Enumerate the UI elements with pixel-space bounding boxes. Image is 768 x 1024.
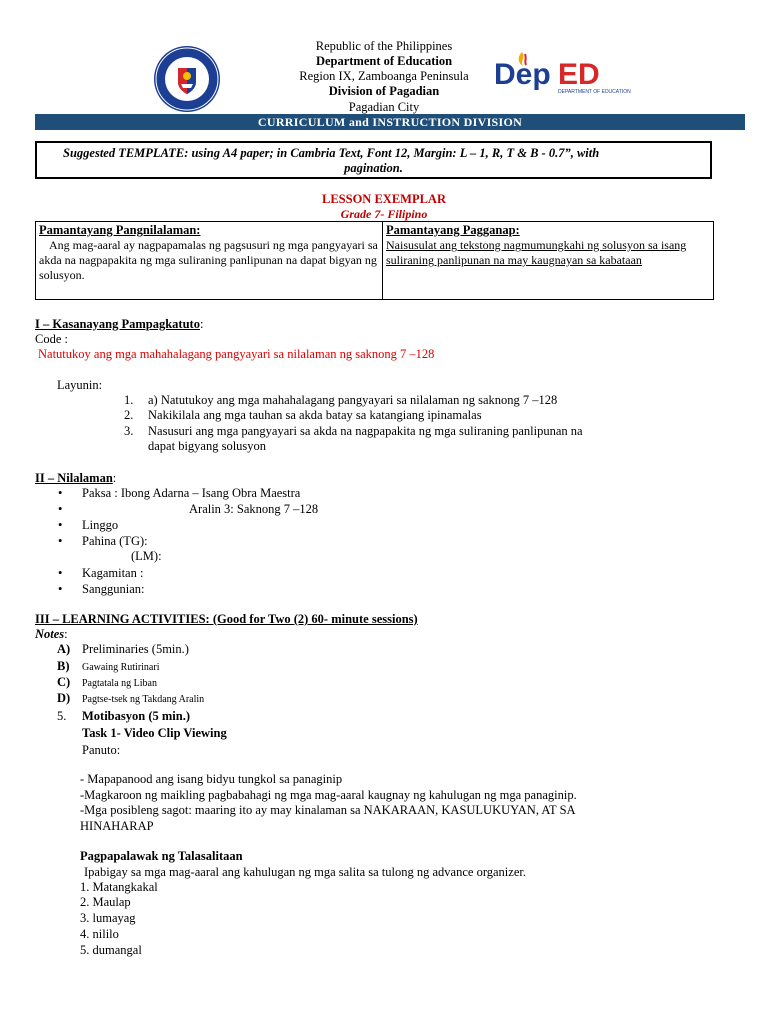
layunin-label: Layunin: bbox=[57, 378, 103, 392]
objective-num-3: 3. bbox=[124, 424, 134, 438]
activity-text-b: Gawaing Rutirinari bbox=[82, 662, 160, 673]
activity-letter-d: D) bbox=[57, 691, 71, 705]
performance-standard-cell bbox=[383, 222, 714, 300]
competency-text: Natutukoy ang mga mahahalagang pangyayari sa nilalaman ng saknong 7 –128 bbox=[38, 347, 435, 361]
deped-wordmark-ed: ED bbox=[558, 58, 600, 91]
lesson-grade: Grade 7- Filipino bbox=[340, 207, 428, 221]
notes-label: Notes bbox=[35, 627, 65, 641]
section2-heading-line bbox=[35, 471, 116, 486]
panuto-label: Panuto: bbox=[82, 743, 121, 757]
template-note-line2: pagination. bbox=[344, 161, 403, 175]
panuto-line-4: HINAHARAP bbox=[80, 819, 154, 833]
vocab-item-3: 3. lumayag bbox=[80, 911, 136, 925]
activity-letter-a: A) bbox=[57, 642, 71, 656]
code-label: Code : bbox=[35, 332, 68, 346]
content-standard-text: Ang mag-aaral ay nagpapamalas ng pagsusuri ng mga pangyayari sa akda na nagpapakita ng mga suliraning panlipunan na dapat bigyan ng solusyon. bbox=[39, 238, 378, 282]
activity-letter-c: C) bbox=[57, 675, 71, 689]
bullet-kagamitan: • Kagamitan : bbox=[82, 566, 143, 581]
activity-text-a: Preliminaries (5min.) bbox=[82, 642, 189, 656]
header-city: Pagadian City bbox=[348, 100, 420, 114]
deped-subtitle: DEPARTMENT OF EDUCATION bbox=[558, 89, 631, 95]
vocab-item-5: 5. dumangal bbox=[80, 943, 142, 957]
objective-num-2: 2. bbox=[124, 408, 134, 422]
deped-wordmark-dep: Dep bbox=[494, 58, 551, 91]
header-region: Region IX, Zamboanga Peninsula bbox=[299, 69, 469, 83]
header-republic: Republic of the Philippines bbox=[315, 39, 453, 53]
section2-heading: II – Nilalaman bbox=[35, 471, 113, 485]
template-note-line1: Suggested TEMPLATE: using A4 paper; in Cambria Text, Font 12, Margin: L – 1, R, T & B - 0.7”, with bbox=[63, 146, 600, 160]
performance-standard-heading: Pamantayang Pagganap: bbox=[386, 223, 520, 237]
panuto-line-3: -Mga posibleng sagot: maaring ito ay may kinalaman sa NAKARAAN, KASULUKUYAN, AT SA bbox=[80, 803, 576, 817]
motibasyon-num: 5. bbox=[57, 709, 67, 723]
notes-colon: : bbox=[64, 627, 68, 641]
deped-logo bbox=[492, 50, 631, 96]
section1-heading: I – Kasanayang Pampagkatuto bbox=[35, 317, 200, 331]
bullet-pahina-tg: • Pahina (TG): bbox=[82, 534, 148, 549]
vocab-instruction: Ipabigay sa mga mag-aaral ang kahulugan ng mga salita sa tulong ng advance organizer. bbox=[84, 865, 526, 879]
vocab-heading: Pagpapalawak ng Talasalitaan bbox=[80, 849, 243, 863]
lesson-title: LESSON EXEMPLAR bbox=[322, 192, 446, 206]
deped-seal-logo bbox=[152, 44, 222, 114]
vocab-item-4: 4. nililo bbox=[80, 927, 119, 941]
objective-text-3: Nasusuri ang mga pangyayari sa akda na nagpapakita ng mga suliraning panlipunan na bbox=[148, 424, 583, 438]
vocab-item-2: 2. Maulap bbox=[80, 895, 131, 909]
pahina-lm: (LM): bbox=[131, 549, 162, 563]
activity-text-d: Pagtse-tsek ng Takdang Aralin bbox=[82, 694, 205, 705]
task1: Task 1- Video Clip Viewing bbox=[82, 726, 227, 740]
vocab-item-1: 1. Matangkakal bbox=[80, 880, 158, 894]
activity-letter-b: B) bbox=[57, 659, 70, 673]
objective-text-3-cont: dapat bigyang solusyon bbox=[148, 439, 267, 453]
objective-text-1: a) Natutukoy ang mga mahahalagang pangyayari sa nilalaman ng saknong 7 –128 bbox=[148, 393, 558, 407]
objective-text-2: Nakikilala ang mga tauhan sa akda batay sa katangiang ipinamalas bbox=[148, 408, 482, 422]
performance-standard-text: Naisusulat ang tekstong nagmumungkahi ng solusyon sa isang suliraning panlipunan na may kaugnayan sa kabataan bbox=[386, 238, 687, 267]
content-standard-cell bbox=[36, 222, 383, 300]
panuto-line-1: - Mapapanood ang isang bidyu tungkol sa panaginip bbox=[80, 772, 343, 786]
standards-table bbox=[35, 221, 714, 300]
section2-colon: : bbox=[112, 471, 117, 485]
division-bar: CURRICULUM and INSTRUCTION DIVISION bbox=[35, 114, 745, 130]
bullet-sanggunian: • Sanggunian: bbox=[82, 582, 145, 597]
notes-line bbox=[35, 627, 68, 642]
content-standard-heading: Pamantayang Pangnilalaman: bbox=[39, 223, 201, 237]
section3-heading: III – LEARNING ACTIVITIES: (Good for Two (2) 60- minute sessions) bbox=[35, 612, 418, 626]
objective-num-1: 1. bbox=[124, 393, 134, 407]
aralin-text: Aralin 3: Saknong 7 –128 bbox=[189, 502, 319, 516]
section1-colon: : bbox=[199, 317, 204, 331]
header-department: Department of Education bbox=[315, 54, 453, 68]
section1-heading-line bbox=[35, 317, 203, 332]
activity-text-c: Pagtatala ng Liban bbox=[82, 678, 157, 689]
header-division: Division of Pagadian bbox=[328, 84, 440, 98]
template-note-box bbox=[35, 141, 712, 179]
panuto-line-2: -Magkaroon ng maikling pagbabahagi ng mga mag-aaral kaugnay ng kahulugan ng mga panaginip. bbox=[80, 788, 577, 802]
motibasyon: Motibasyon (5 min.) bbox=[82, 709, 190, 723]
bullet-linggo: • Linggo bbox=[82, 518, 118, 533]
bullet-aralin bbox=[82, 502, 318, 517]
bullet-paksa: • Paksa : Ibong Adarna – Isang Obra Maestra bbox=[82, 486, 300, 501]
